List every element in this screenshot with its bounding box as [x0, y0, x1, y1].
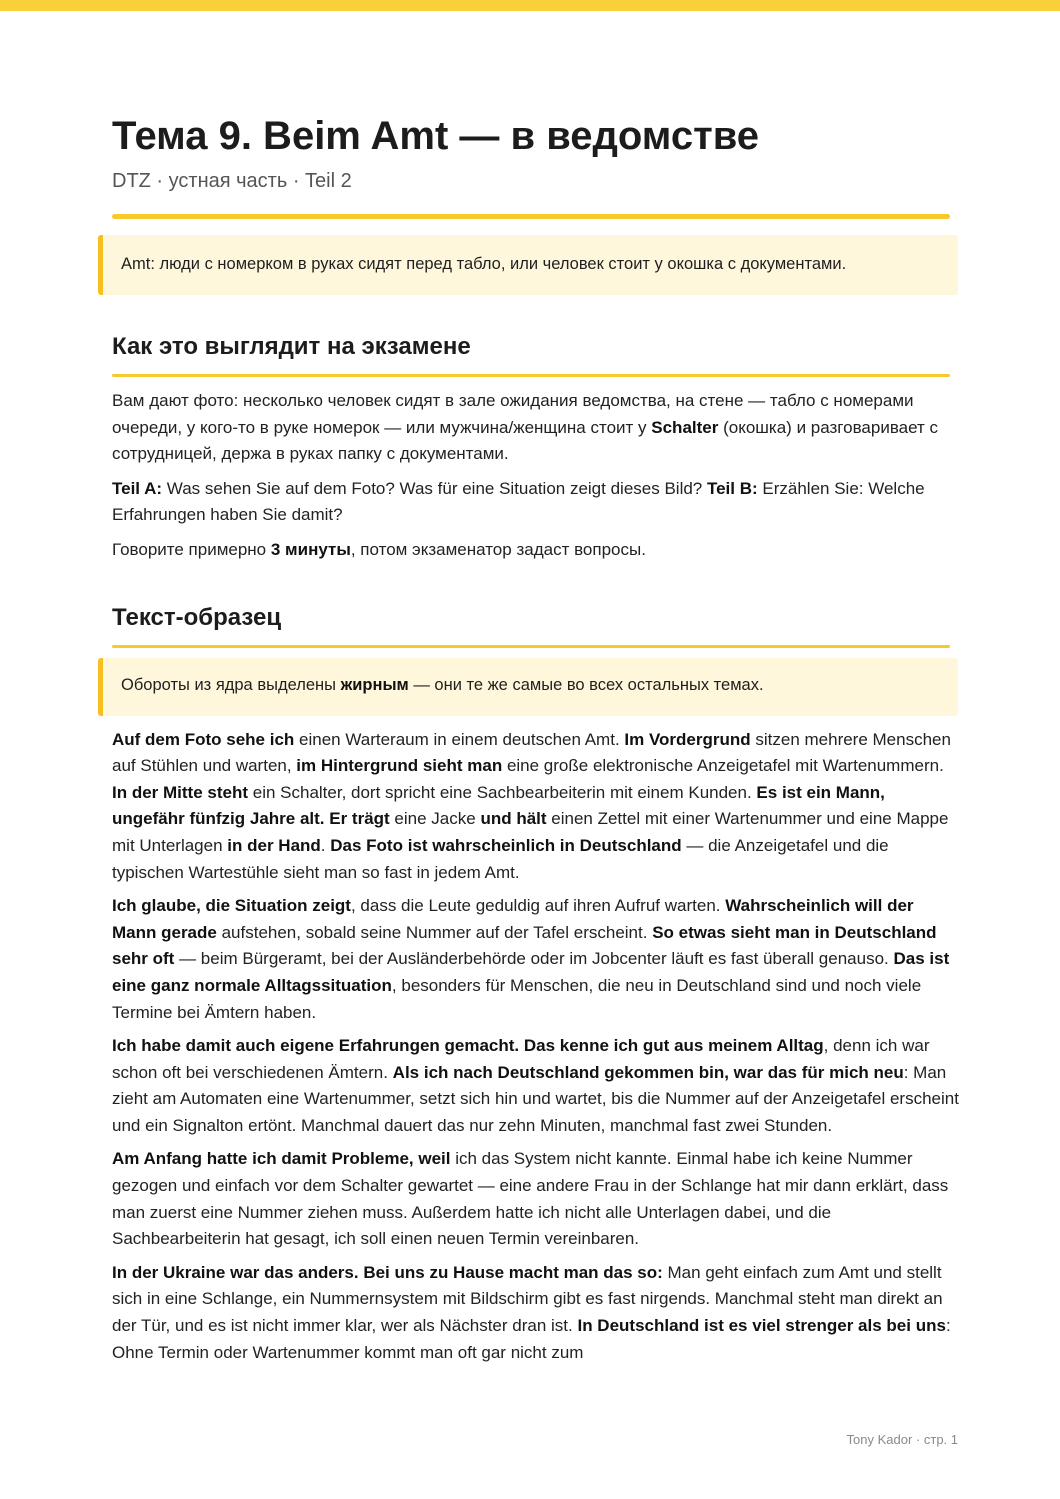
- sample-paragraph: [112, 1033, 960, 1139]
- exam-description: [112, 388, 960, 468]
- section-divider: [112, 374, 950, 377]
- text-run: : Man zieht am Automaten eine Wartenummer, setzt sich hin und wartet, bis die Nummer auf der Anzeigetafel erscheint und ein Signalton ertönt. Manchmal dauert das nur zehn Minuten, manchmal fast zwei Stunden.: [112, 1062, 959, 1135]
- bold-phrase: In Deutschland ist es viel strenger als bei uns: [577, 1316, 946, 1336]
- bold-phrase: 3 минуты: [270, 539, 351, 559]
- text-run: sitzen mehrere Menschen auf Stühlen und warten,: [112, 729, 951, 776]
- bold-note-text: [121, 676, 764, 694]
- sample-paragraph: [112, 1146, 960, 1252]
- sample-paragraph: [112, 727, 960, 887]
- bold-phrase: Am Anfang hatte ich damit Probleme, weil: [112, 1149, 451, 1169]
- bold-phrase: und hält: [480, 809, 547, 829]
- text-run: (окошка) и разговаривает с сотрудницей, держа в руках папку с документами.: [112, 417, 939, 464]
- text-run: : Ohne Termin oder Wartenummer kommt man oft gar nicht zum: [112, 1316, 951, 1362]
- exam-tasks: [112, 476, 960, 529]
- sample-paragraph: [112, 1260, 960, 1366]
- text-run: , потом экзаменатор задаст вопросы.: [350, 539, 646, 559]
- bold-phrase: In der Ukraine war das anders. Bei uns zu Hause macht man das so:: [112, 1262, 663, 1282]
- text-run: Обороты из ядра выделены: [121, 675, 341, 694]
- text-run: einen Zettel mit einer Wartenummer und eine Mappe mit Unterlagen: [112, 809, 949, 855]
- text-run: .: [320, 835, 331, 855]
- sample-paragraph: [112, 893, 960, 1026]
- text-run: — beim Bürgeramt, bei der Ausländerbehörde oder im Jobcenter läuft es fast überall genauso.: [174, 949, 894, 969]
- text-run: , dass die Leute geduldig auf ihren Aufruf warten.: [350, 896, 726, 916]
- title-divider: [112, 214, 950, 219]
- text-run: einen Warteraum in einem deutschen Amt.: [294, 729, 625, 749]
- bold-phrase: Als ich nach Deutschland gekommen bin, war das für mich neu: [392, 1062, 904, 1082]
- bold-phrase: Wahrscheinlich will der Mann gerade: [112, 896, 914, 942]
- bold-phrase: Auf dem Foto sehe ich: [112, 729, 295, 749]
- bold-note-callout: [98, 658, 958, 716]
- section-heading-sample: Текст-образец: [112, 603, 282, 631]
- page-footer: Tony Kador · стр. 1: [846, 1432, 958, 1447]
- bold-phrase: Schalter: [651, 417, 719, 437]
- text-run: aufstehen, sobald seine Nummer auf der Tafel erscheint.: [216, 922, 653, 942]
- intro-callout: [98, 235, 958, 295]
- text-run: ich das System nicht kannte. Einmal habe ich keine Nummer gezogen und einfach vor dem Schalter gewartet — eine andere Frau in der Schlange hat mir dann erklärt, dass man zuerst eine Nummer ziehen muss. Außerdem hatte ich nicht alle Unterlagen dabei, und die Sachbearbeiterin hat gesagt, ich soll einen neuen Termin vereinbaren.: [112, 1149, 949, 1249]
- text-run: eine Jacke: [389, 809, 481, 829]
- text-run: , besonders für Menschen, die neu in Deutschland sind und noch viele Termine bei Ämtern haben.: [112, 975, 922, 1022]
- page-title: Тема 9. Beim Amt — в ведомстве: [112, 114, 760, 158]
- bold-phrase: Teil A:: [112, 478, 163, 498]
- bold-phrase: So etwas sieht man in Deutschland sehr oft: [112, 922, 937, 969]
- text-run: Man geht einfach zum Amt und stellt sich in eine Schlange, ein Nummernsystem mit Bildschirm gibt es fast nirgends. Manchmal steht man direkt an der Tür, und es ist nicht immer klar, wer als Nächster dran ist.: [112, 1262, 943, 1336]
- text-run: Вам дают фото: несколько человек сидят в зале ожидания ведомства, на стене — табло с номерами очереди, у кого-то в руке номерок — или мужчина/женщина стоит у: [112, 391, 914, 437]
- text-run: eine große elektronische Anzeigetafel mit Wartenummern.: [502, 756, 944, 776]
- bold-phrase: жирным: [340, 675, 409, 694]
- bold-phrase: in der Hand: [227, 835, 321, 855]
- text-run: — они те же самые во всех остальных темах.: [408, 675, 764, 694]
- top-accent-bar: [0, 0, 1060, 11]
- page-subtitle: DTZ · устная часть · Teil 2: [112, 170, 352, 192]
- bold-phrase: Es ist ein Mann, ungefähr fünfzig Jahre alt. Er trägt: [112, 782, 885, 829]
- exam-duration: [112, 537, 960, 564]
- bold-phrase: im Hintergrund sieht man: [296, 756, 503, 776]
- section-heading-exam: Как это выглядит на экзамене: [112, 333, 471, 360]
- text-run: ein Schalter, dort spricht eine Sachbearbeiterin mit einem Kunden.: [248, 782, 757, 802]
- bold-phrase: Das Foto ist wahrscheinlich in Deutschland: [330, 835, 682, 855]
- bold-phrase: Das ist eine ganz normale Alltagssituation: [112, 949, 950, 995]
- bold-phrase: Ich habe damit auch eigene Erfahrungen gemacht. Das kenne ich gut aus meinem Alltag: [112, 1036, 824, 1056]
- bold-phrase: Teil B:: [706, 478, 758, 498]
- text-run: Erzählen Sie: Welche Erfahrungen haben Sie damit?: [112, 478, 925, 525]
- bold-phrase: Ich glaube, die Situation zeigt: [112, 896, 351, 916]
- text-run: Говорите примерно: [112, 539, 271, 559]
- text-run: — die Anzeigetafel und die typischen Wartestühle sieht man so fast in jedem Amt.: [112, 835, 889, 882]
- bold-phrase: In der Mitte steht: [112, 782, 249, 802]
- intro-callout-text: Amt: люди с номерком в руках сидят перед табло, или человек стоит у окошка с документами.: [121, 255, 847, 273]
- page-content: [112, 108, 960, 1366]
- text-run: , denn ich war schon oft bei verschiedenen Ämtern.: [112, 1036, 930, 1082]
- bold-phrase: Im Vordergrund: [624, 729, 751, 749]
- section-divider: [112, 645, 950, 648]
- text-run: Was sehen Sie auf dem Foto? Was für eine Situation zeigt dieses Bild?: [162, 478, 707, 498]
